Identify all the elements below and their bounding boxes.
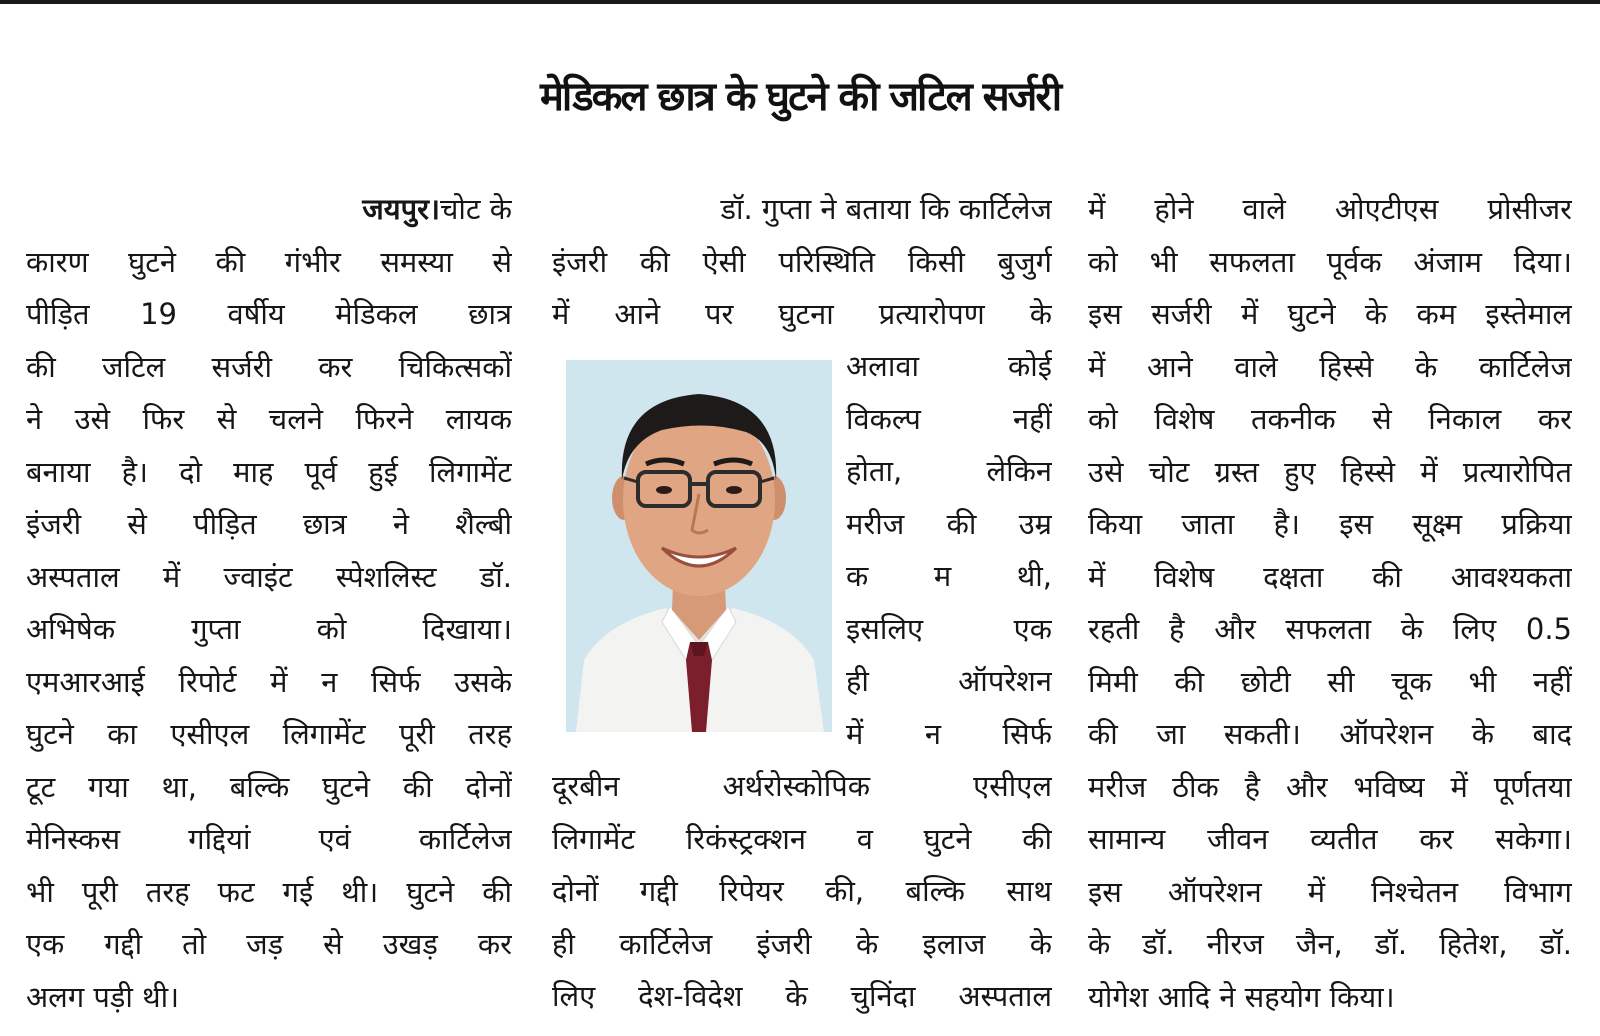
article-column-2-top xyxy=(552,183,1052,341)
article-line: सामान्य जीवन व्यतीत कर सकेगा। xyxy=(1088,822,1572,856)
article-line: को विशेष तकनीक से निकाल कर xyxy=(1088,402,1572,436)
article-line: इंजरी से पीड़ित छात्र ने शैल्बी xyxy=(26,507,512,541)
article-line: इस ऑपरेशन में निश्चेतन विभाग xyxy=(1088,874,1572,909)
article-line: कारण घुटने की गंभीर समस्या से xyxy=(26,244,512,279)
article-line xyxy=(26,183,512,236)
article-line: पीड़ित 19 वर्षीय मेडिकल छात्र xyxy=(26,297,512,331)
article-line: भी पूरी तरह फट गई थी। घुटने की xyxy=(26,874,512,909)
article-line: मरीज ठीक है और भविष्य में पूर्णतया xyxy=(1088,769,1572,804)
article-line: होता, लेकिन xyxy=(846,454,1052,488)
article-line: टूट गया था, बल्कि घुटने की दोनों xyxy=(26,769,512,804)
article-line: एमआरआई रिपोर्ट में न सिर्फ उसके xyxy=(26,664,512,699)
article-line: इस सर्जरी में घुटने के कम इस्तेमाल xyxy=(1088,297,1572,331)
article-line: रहती है और सफलता के लिए 0.5 xyxy=(1088,612,1572,646)
article-line-text: चोट के xyxy=(439,192,512,226)
article-line: अलग पड़ी थी। xyxy=(26,979,180,1014)
article-column-1 xyxy=(26,183,512,1023)
article-line: को भी सफलता पूर्वक अंजाम दिया। xyxy=(1088,244,1572,279)
article-line: में न सिर्फ xyxy=(846,716,1052,751)
article-column-2-side xyxy=(846,340,1052,760)
article-column-2-bottom xyxy=(552,760,1052,1023)
article-line: किया जाता है। इस सूक्ष्म प्रक्रिया xyxy=(1088,507,1572,541)
article-line: डॉ. गुप्ता ने बताया कि कार्टिलेज xyxy=(720,192,1052,226)
article-line: अस्पताल में ज्वाइंट स्पेशलिस्ट डॉ. xyxy=(26,559,512,594)
article-line: के डॉ. नीरज जैन, डॉ. हितेश, डॉ. xyxy=(1088,927,1572,961)
article-line: की जटिल सर्जरी कर चिकित्सकों xyxy=(26,349,512,384)
article-line: में आने पर घुटना प्रत्यारोपण के xyxy=(552,297,1052,331)
article-line: लिए देश-विदेश के चुनिंदा अस्पताल xyxy=(552,979,1052,1013)
headline: मेडिकल छात्र के घुटने की जटिल सर्जरी xyxy=(539,74,1061,120)
article-line: अलावा कोई xyxy=(846,349,1052,383)
article-line: क म थी, xyxy=(846,559,1052,593)
article-line: घुटने का एसीएल लिगामेंट पूरी तरह xyxy=(26,717,512,751)
doctor-portrait-photo xyxy=(566,360,832,732)
article-line: दोनों गद्दी रिपेयर की, बल्कि साथ xyxy=(552,874,1052,908)
article-line: लिगामेंट रिकंस्ट्रक्शन व घुटने की xyxy=(552,821,1052,856)
article-line: की जा सकती। ऑपरेशन के बाद xyxy=(1088,717,1572,751)
dateline: जयपुर। xyxy=(362,192,440,226)
article-column-3 xyxy=(1088,183,1572,1023)
doctor-portrait-illustration xyxy=(566,360,832,732)
article-line: उसे चोट ग्रस्त हुए हिस्से में प्रत्यारोपित xyxy=(1088,454,1572,489)
article-line: ही कार्टिलेज इंजरी के इलाज के xyxy=(552,926,1052,961)
article-line: मेनिस्कस गद्दियां एवं कार्टिलेज xyxy=(26,822,512,856)
article-line: में आने वाले हिस्से के कार्टिलेज xyxy=(1088,349,1572,384)
article-line: में विशेष दक्षता की आवश्यकता xyxy=(1088,559,1572,594)
article-line: मिमी की छोटी सी चूक भी नहीं xyxy=(1088,664,1572,699)
article-line: दूरबीन अर्थरोस्कोपिक एसीएल xyxy=(552,769,1052,803)
article-line: में होने वाले ओएटीएस प्रोसीजर xyxy=(1088,192,1572,226)
article-line: बनाया है। दो माह पूर्व हुई लिगामेंट xyxy=(26,454,512,489)
article-line: ही ऑपरेशन xyxy=(846,664,1052,698)
article-line: एक गद्दी तो जड़ से उखड़ कर xyxy=(26,927,512,961)
top-rule xyxy=(0,0,1600,4)
article-line: योगेश आदि ने सहयोग किया। xyxy=(1088,979,1395,1014)
article-line: विकल्प नहीं xyxy=(846,401,1052,436)
article-line: इंजरी की ऐसी परिस्थिति किसी बुजुर्ग xyxy=(552,244,1052,279)
article-line: अभिषेक गुप्ता को दिखाया। xyxy=(26,612,512,646)
article-line: ने उसे फिर से चलने फिरने लायक xyxy=(26,402,512,436)
article-line: मरीज की उम्र xyxy=(846,506,1052,541)
article-line: इसलिए एक xyxy=(846,611,1052,646)
